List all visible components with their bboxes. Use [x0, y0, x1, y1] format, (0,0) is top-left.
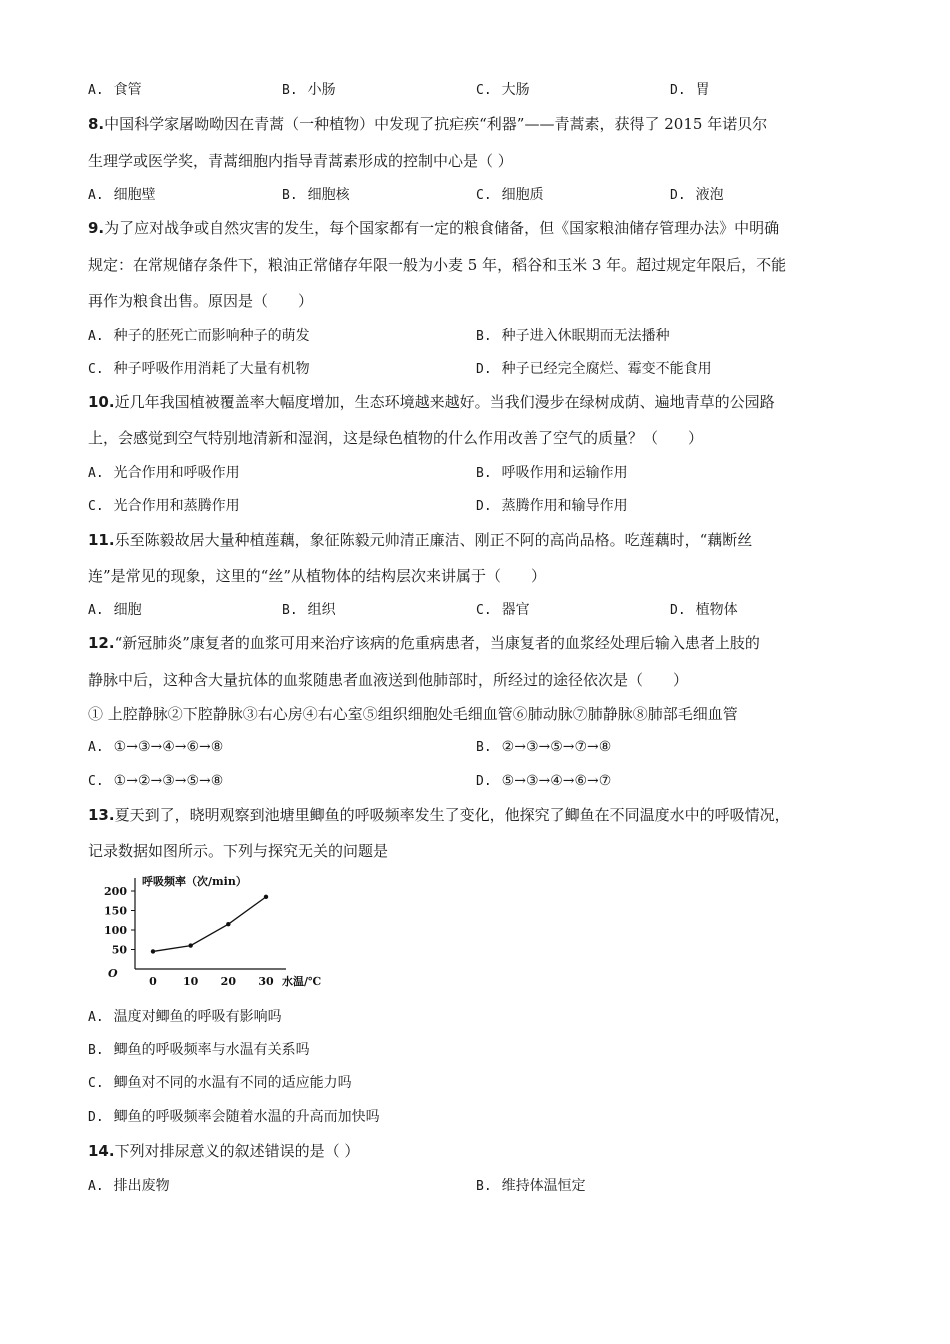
q9-option-d[interactable]: [476, 359, 712, 380]
option-letter: B.: [476, 329, 492, 344]
option-text: 光合作用和蒸腾作用: [113, 498, 240, 514]
q14-option-b[interactable]: [476, 1176, 586, 1197]
stem-text: 连”是常见的现象，这里的“丝”从植物体的结构层次来讲属于（ ）: [88, 567, 547, 585]
question-number: 14.: [88, 1142, 115, 1160]
q12-option-c[interactable]: [88, 771, 223, 792]
option-text: 植物体: [695, 602, 738, 618]
stem-text: ① 上腔静脉②下腔静脉③右心房④右心室⑤组织细胞处毛细血管⑥肺动脉⑦肺静脉⑧肺部毛细血管: [88, 705, 738, 723]
q9-stem-line-3: [88, 291, 313, 311]
option-letter: A.: [88, 1179, 104, 1194]
chart-ylabel: 呼吸频率（次/min）: [142, 875, 247, 888]
option-text: 细胞核: [307, 187, 350, 203]
q8-stem-line-1: [88, 114, 767, 134]
q13-option-b[interactable]: [88, 1040, 310, 1061]
q12-stem-line-2: [88, 670, 688, 690]
stem-text: 规定：在常规储存条件下，粮油正常储存年限一般为小麦 5 年，稻谷和玉米 3 年。超过规定年限后，不能: [88, 256, 787, 274]
option-text: ①→③→④→⑥→⑧: [113, 739, 224, 755]
q8-stem-line-2: [88, 151, 513, 171]
q12-stem-line-1: [88, 633, 760, 653]
stem-text: 记录数据如图所示。下列与探究无关的问题是: [88, 842, 389, 860]
q11-stem-line-1: [88, 530, 752, 550]
option-text: 大肠: [501, 82, 530, 98]
chart-x-tick-label: 10: [183, 975, 199, 988]
q8-option-a[interactable]: [88, 185, 156, 206]
option-text: 种子的胚死亡而影响种子的萌发: [113, 328, 310, 344]
question-number: 8.: [88, 115, 105, 133]
option-letter: A.: [88, 603, 104, 618]
option-letter: B.: [476, 1179, 492, 1194]
stem-text: 静脉中后，这种含大量抗体的血浆随患者血液送到他肺部时，所经过的途径依次是（ ）: [88, 671, 689, 689]
option-text: 鲫鱼的呼吸频率与水温有关系吗: [113, 1042, 310, 1058]
option-text: 食管: [113, 82, 142, 98]
chart-y-tick-label: 150: [104, 904, 127, 918]
chart-data-point: [188, 943, 192, 947]
option-letter: D.: [670, 603, 686, 618]
option-text: 温度对鲫鱼的呼吸有影响吗: [113, 1009, 282, 1025]
q7-option-d[interactable]: [670, 80, 710, 101]
option-text: 种子已经完全腐烂、霉变不能食用: [501, 361, 712, 377]
q8-option-c[interactable]: [476, 185, 544, 206]
q14-stem-line-1: [88, 1141, 359, 1161]
question-number: 10.: [88, 393, 115, 411]
option-letter: D.: [476, 499, 492, 514]
option-text: 呼吸作用和运输作用: [501, 465, 628, 481]
stem-text: 为了应对战争或自然灾害的发生，每个国家都有一定的粮食储备，但《国家粮油储存管理办法》中明确: [104, 219, 780, 237]
option-text: 器官: [501, 602, 530, 618]
option-letter: B.: [282, 83, 298, 98]
option-text: 排出废物: [113, 1178, 170, 1194]
option-letter: D.: [670, 188, 686, 203]
option-text: 小肠: [307, 82, 336, 98]
option-text: ②→③→⑤→⑦→⑧: [501, 739, 612, 755]
option-text: 种子呼吸作用消耗了大量有机物: [113, 361, 310, 377]
option-text: 鲫鱼对不同的水温有不同的适应能力吗: [113, 1075, 352, 1091]
question-number: 9.: [88, 219, 105, 237]
chart-y-tick-label: 200: [104, 885, 127, 898]
question-number: 12.: [88, 634, 115, 652]
q9-option-c[interactable]: [88, 359, 310, 380]
option-text: 胃: [695, 82, 710, 98]
option-letter: C.: [88, 774, 104, 789]
q12-stem-line-3: [88, 704, 738, 724]
option-letter: C.: [476, 188, 492, 203]
chart-x-tick-label: 20: [220, 975, 236, 988]
q8-option-b[interactable]: [282, 185, 350, 206]
option-letter: A.: [88, 1010, 104, 1025]
breathing-rate-chart: [86, 868, 346, 994]
option-text: 鲫鱼的呼吸频率会随着水温的升高而加快吗: [113, 1109, 380, 1125]
option-text: 组织: [307, 602, 336, 618]
q11-option-c[interactable]: [476, 600, 530, 621]
option-letter: B.: [282, 188, 298, 203]
q10-option-a[interactable]: [88, 463, 240, 484]
stem-text: 夏天到了，晓明观察到池塘里鲫鱼的呼吸频率发生了变化，他探究了鲫鱼在不同温度水中的呼吸情况，: [114, 806, 790, 824]
stem-text: 乐至陈毅故居大量种植莲藕，象征陈毅元帅清正廉洁、刚正不阿的高尚品格。吃莲藕时，“藕断丝: [114, 531, 753, 549]
stem-text: 生理学或医学奖，青蒿细胞内指导青蒿素形成的控制中心是（ ）: [88, 152, 513, 170]
q9-stem-line-2: [88, 255, 786, 275]
stem-text: 中国科学家屠呦呦因在青蒿（一种植物）中发现了抗疟疾“利器”——青蒿素，获得了 2015 年诺贝尔: [104, 115, 768, 133]
option-letter: B.: [282, 603, 298, 618]
chart-xlabel: 水温/℃: [282, 975, 322, 988]
option-letter: B.: [88, 1043, 104, 1058]
option-letter: D.: [476, 362, 492, 377]
question-number: 11.: [88, 531, 115, 549]
q13-option-a[interactable]: [88, 1007, 282, 1028]
option-text: 维持体温恒定: [501, 1178, 586, 1194]
q10-stem-line-1: [88, 392, 775, 412]
option-letter: D.: [670, 83, 686, 98]
chart-data-point: [226, 922, 230, 926]
option-letter: B.: [476, 466, 492, 481]
chart-y-tick-label: 100: [104, 924, 127, 937]
q13-option-d[interactable]: [88, 1107, 380, 1128]
q9-stem-line-1: [88, 218, 779, 238]
q9-option-a[interactable]: [88, 326, 310, 347]
option-text: ⑤→③→④→⑥→⑦: [501, 773, 612, 789]
stem-text: 下列对排尿意义的叙述错误的是（ ）: [114, 1142, 360, 1160]
stem-text: 近几年我国植被覆盖率大幅度增加，生态环境越来越好。当我们漫步在绿树成荫、遍地青草的公园路: [114, 393, 775, 411]
stem-text: “新冠肺炎”康复者的血浆可用来治疗该病的危重病患者，当康复者的血浆经处理后输入患者上肢的: [114, 634, 760, 652]
q12-option-d[interactable]: [476, 771, 611, 792]
option-text: 液泡: [695, 187, 724, 203]
q10-option-c[interactable]: [88, 496, 240, 517]
option-letter: C.: [88, 362, 104, 377]
chart-origin-label: O: [108, 967, 118, 980]
chart-x-tick-label: 0: [149, 975, 157, 988]
option-letter: C.: [88, 1076, 104, 1091]
question-number: 13.: [88, 806, 115, 824]
option-text: ①→②→③→⑤→⑧: [113, 773, 224, 789]
q10-option-d[interactable]: [476, 496, 628, 517]
q11-option-b[interactable]: [282, 600, 336, 621]
option-text: 种子进入休眠期而无法播种: [501, 328, 670, 344]
option-letter: C.: [476, 603, 492, 618]
q13-option-c[interactable]: [88, 1073, 352, 1094]
q7-option-c[interactable]: [476, 80, 530, 101]
chart-y-tick-label: 50: [111, 943, 127, 957]
option-letter: A.: [88, 466, 104, 481]
option-letter: A.: [88, 740, 104, 755]
q10-stem-line-2: [88, 428, 703, 448]
option-letter: C.: [88, 499, 104, 514]
q11-option-d[interactable]: [670, 600, 738, 621]
q8-option-d[interactable]: [670, 185, 724, 206]
q9-option-b[interactable]: [476, 326, 670, 347]
option-text: 细胞: [113, 602, 142, 618]
chart-data-point: [151, 949, 155, 953]
q13-stem-line-2: [88, 841, 388, 861]
option-text: 细胞壁: [113, 187, 156, 203]
chart-series-line: [153, 897, 266, 952]
q11-option-a[interactable]: [88, 600, 142, 621]
q12-option-b[interactable]: [476, 737, 611, 758]
stem-text: 上，会感觉到空气特别地清新和湿润，这是绿色植物的什么作用改善了空气的质量？（ ）: [88, 429, 704, 447]
chart-data-point: [264, 895, 268, 899]
q13-stem-line-1: [88, 805, 790, 825]
option-letter: D.: [476, 774, 492, 789]
q11-stem-line-2: [88, 566, 546, 586]
q7-option-b[interactable]: [282, 80, 336, 101]
option-letter: B.: [476, 740, 492, 755]
option-text: 蒸腾作用和输导作用: [501, 498, 628, 514]
q7-option-a[interactable]: [88, 80, 142, 101]
option-text: 细胞质: [501, 187, 544, 203]
option-letter: A.: [88, 329, 104, 344]
option-letter: C.: [476, 83, 492, 98]
q12-option-a[interactable]: [88, 737, 223, 758]
chart-x-tick-label: 30: [258, 975, 274, 988]
option-text: 光合作用和呼吸作用: [113, 465, 240, 481]
stem-text: 再作为粮食出售。原因是（ ）: [88, 292, 314, 310]
q14-option-a[interactable]: [88, 1176, 170, 1197]
option-letter: D.: [88, 1110, 104, 1125]
option-letter: A.: [88, 83, 104, 98]
option-letter: A.: [88, 188, 104, 203]
q10-option-b[interactable]: [476, 463, 628, 484]
